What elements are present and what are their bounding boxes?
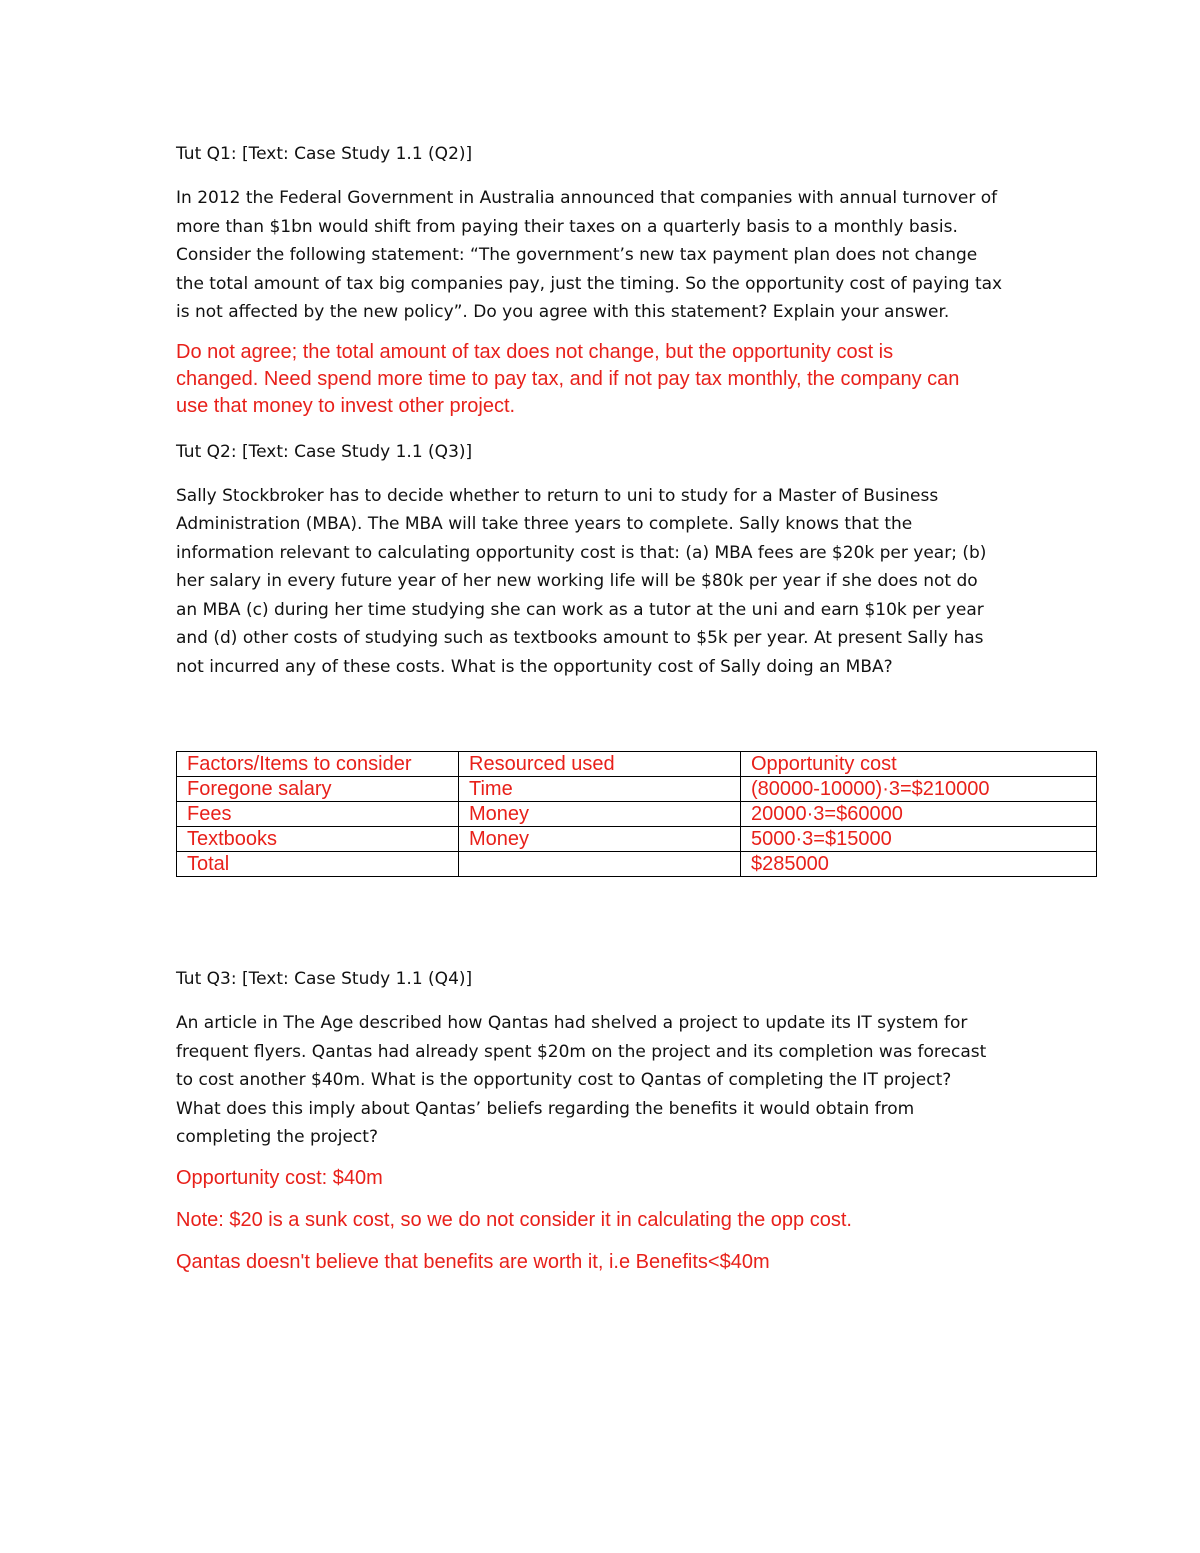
table-cell: (80000-10000)·3=$210000	[741, 777, 1097, 802]
table-header-cell: Opportunity cost	[741, 752, 1097, 777]
q1-question-line: more than $1bn would shift from paying their taxes on a quarterly basis to a monthly basis.	[176, 216, 958, 237]
q1-question	[176, 184, 1036, 327]
spacer	[176, 877, 1036, 965]
q2-question-line: Administration (MBA). The MBA will take three years to complete. Sally knows that the	[176, 514, 913, 534]
table-cell: Foregone salary	[177, 777, 459, 802]
q3-answer-benefits: Qantas doesn't believe that benefits are worth it, i.e Benefits<$40m	[176, 1250, 770, 1273]
table-header-cell: Resourced used	[459, 752, 741, 777]
q1-question-line: is not affected by the new policy”. Do you agree with this statement? Explain your answer.	[176, 302, 950, 322]
table-cell: Time	[459, 777, 741, 802]
q3-question	[176, 1009, 1036, 1152]
q2-question	[176, 482, 1036, 682]
q1-answer	[176, 339, 1036, 420]
q3-question-line: What does this imply about Qantas’ beliefs regarding the benefits it would obtain from	[176, 1098, 915, 1119]
q2-heading: Tut Q2: [Text: Case Study 1.1 (Q3)]	[176, 441, 473, 462]
q1-question-line: the total amount of tax big companies pay, just the timing. So the opportunity cost of paying tax	[176, 273, 1003, 294]
q3-question-line: An article in The Age described how Qantas had shelved a project to update its IT system for	[176, 1013, 968, 1033]
opportunity-cost-table	[176, 751, 1097, 877]
q1-answer-line: changed. Need spend more time to pay tax, and if not pay tax monthly, the company can	[176, 367, 960, 390]
q3-question-line: frequent flyers. Qantas had already spent $20m on the project and its completion was forecast	[176, 1041, 987, 1062]
q3-answer-opportunity-cost: Opportunity cost: $40m	[176, 1166, 383, 1189]
q1-answer-line: use that money to invest other project.	[176, 394, 516, 417]
table-header-cell: Factors/Items to consider	[177, 752, 459, 777]
table-cell	[459, 852, 741, 877]
q3-question-line: completing the project?	[176, 1127, 378, 1147]
q3-question-line: to cost another $40m. What is the opportunity cost to Qantas of completing the IT project?	[176, 1070, 952, 1090]
q1-question-line: Consider the following statement: “The government’s new tax payment plan does not change	[176, 245, 978, 265]
table-cell: Money	[459, 802, 741, 827]
table-row	[177, 777, 1097, 802]
table-total-row	[177, 852, 1097, 877]
table-cell: 5000·3=$15000	[741, 827, 1097, 852]
table-cell: $285000	[741, 852, 1097, 877]
table-cell: 20000·3=$60000	[741, 802, 1097, 827]
table-cell: Money	[459, 827, 741, 852]
spacer	[176, 693, 1036, 751]
q1-heading: Tut Q1: [Text: Case Study 1.1 (Q2)]	[176, 144, 473, 164]
table-cell: Fees	[177, 802, 459, 827]
q2-question-line: Sally Stockbroker has to decide whether to return to uni to study for a Master of Business	[176, 485, 939, 506]
table-row	[177, 802, 1097, 827]
q2-question-line: not incurred any of these costs. What is the opportunity cost of Sally doing an MBA?	[176, 656, 893, 677]
document-content	[176, 140, 1036, 1290]
q3-answer-sunk-cost-note: Note: $20 is a sunk cost, so we do not consider it in calculating the opp cost.	[176, 1208, 852, 1231]
table-header-row	[177, 752, 1097, 777]
q1-answer-line: Do not agree; the total amount of tax does not change, but the opportunity cost is	[176, 340, 894, 363]
q2-question-line: her salary in every future year of her new working life will be $80k per year if she does not do	[176, 571, 978, 591]
table-row	[177, 827, 1097, 852]
q2-question-line: and (d) other costs of studying such as textbooks amount to $5k per year. At present Sally has	[176, 628, 984, 648]
q2-question-line: an MBA (c) during her time studying she can work as a tutor at the uni and earn $10k per year	[176, 599, 984, 620]
q3-heading: Tut Q3: [Text: Case Study 1.1 (Q4)]	[176, 969, 473, 989]
q2-question-line: information relevant to calculating opportunity cost is that: (a) MBA fees are $20k per year; (b)	[176, 542, 987, 563]
table-cell: Total	[177, 852, 459, 877]
q1-question-line: In 2012 the Federal Government in Australia announced that companies with annual turnover of	[176, 188, 998, 208]
table-cell: Textbooks	[177, 827, 459, 852]
